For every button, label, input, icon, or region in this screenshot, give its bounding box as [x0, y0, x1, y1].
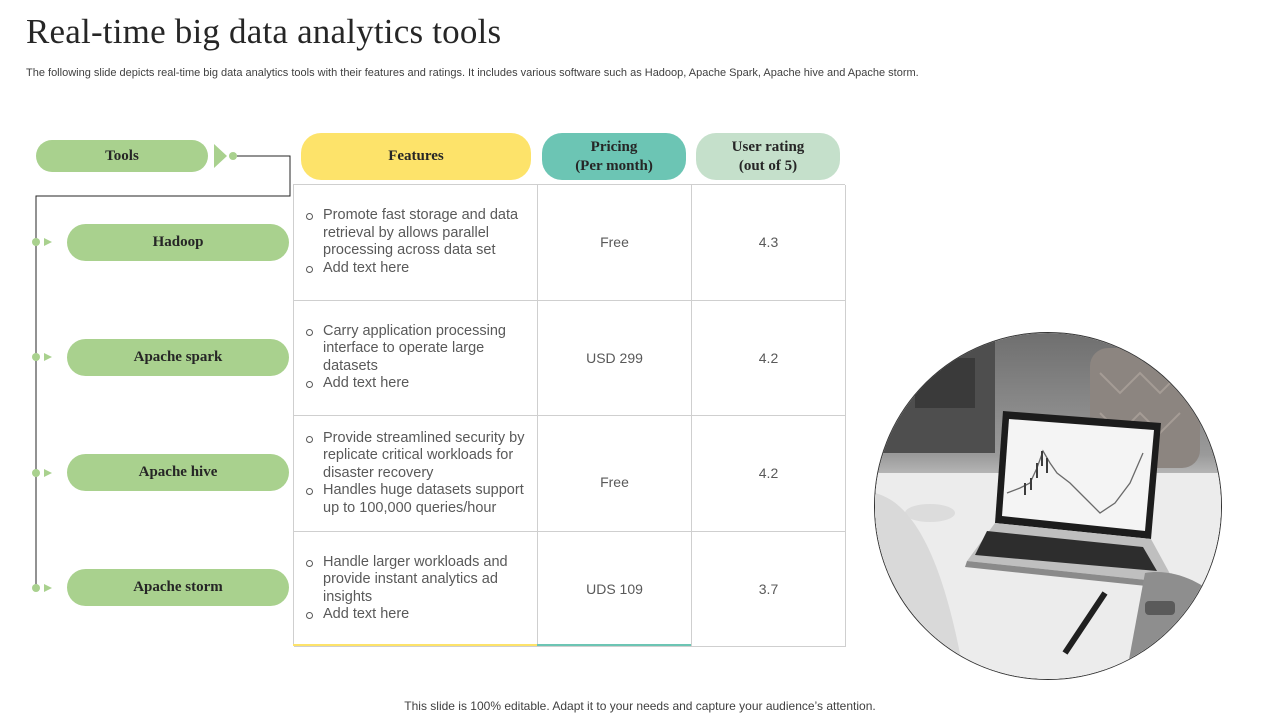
- tools-table: [293, 184, 845, 646]
- feature-item: Add text here: [304, 375, 529, 393]
- rating-header: [696, 133, 840, 180]
- feature-item: Carry application processing interface to operate large datasets: [304, 323, 529, 376]
- pricing-column-accent: [537, 644, 691, 646]
- feature-item: Provide streamlined security by replicate critical workloads for disaster recovery: [304, 430, 529, 483]
- row-marker-storm: [32, 584, 52, 592]
- footer-note: This slide is 100% editable. Adapt it to your needs and capture your audience’s attention.: [404, 699, 876, 713]
- rating-cell-apache-spark: 4.2: [692, 301, 846, 417]
- row-marker-spark: [32, 353, 52, 361]
- tool-label-apache-hive: Apache hive: [67, 454, 289, 491]
- pricing-cell-apache-spark: USD 299: [538, 301, 692, 417]
- row-marker-hadoop: [32, 238, 52, 246]
- page-title: Real-time big data analytics tools: [26, 12, 502, 51]
- pricing-cell-hadoop: Free: [538, 185, 692, 301]
- feature-item: Promote fast storage and data retrieval by allows parallel processing across data set: [304, 207, 529, 260]
- feature-item: Handles huge datasets support up to 100,000 queries/hour: [304, 482, 529, 517]
- features-cell-hadoop: [294, 185, 538, 301]
- tools-header: Tools: [36, 140, 208, 172]
- pricing-cell-apache-hive: Free: [538, 416, 692, 532]
- rating-cell-hadoop: 4.3: [692, 185, 846, 301]
- pricing-cell-apache-storm: UDS 109: [538, 532, 692, 648]
- features-header: Features: [301, 133, 531, 180]
- tool-label-apache-spark: Apache spark: [67, 339, 289, 376]
- pricing-header: [542, 133, 686, 180]
- tools-arrow-icon: [214, 144, 227, 168]
- features-cell-apache-spark: [294, 301, 538, 417]
- features-column-accent: [293, 644, 537, 646]
- pricing-header-line2: (Per month): [575, 157, 653, 174]
- tool-label-apache-storm: Apache storm: [67, 569, 289, 606]
- features-cell-apache-hive: [294, 416, 538, 532]
- rating-cell-apache-hive: 4.2: [692, 416, 846, 532]
- features-cell-apache-storm: [294, 532, 538, 648]
- rating-header-line2: (out of 5): [738, 157, 798, 174]
- feature-item: Add text here: [304, 260, 529, 278]
- pricing-header-line1: Pricing: [590, 138, 638, 155]
- feature-item: Handle larger workloads and provide instant analytics ad insights: [304, 554, 529, 607]
- rating-cell-apache-storm: 3.7: [692, 532, 846, 648]
- row-marker-hive: [32, 469, 52, 477]
- laptop-photo: [874, 332, 1222, 680]
- tools-dot-icon: [229, 152, 237, 160]
- tool-label-hadoop: Hadoop: [67, 224, 289, 261]
- rating-header-line1: User rating: [731, 138, 805, 155]
- feature-item: Add text here: [304, 606, 529, 624]
- page-subtitle: The following slide depicts real-time big data analytics tools with their features and ratings. It includes various software such as Hadoop, Apache Spark, Apache hive and Apache storm.: [26, 67, 919, 79]
